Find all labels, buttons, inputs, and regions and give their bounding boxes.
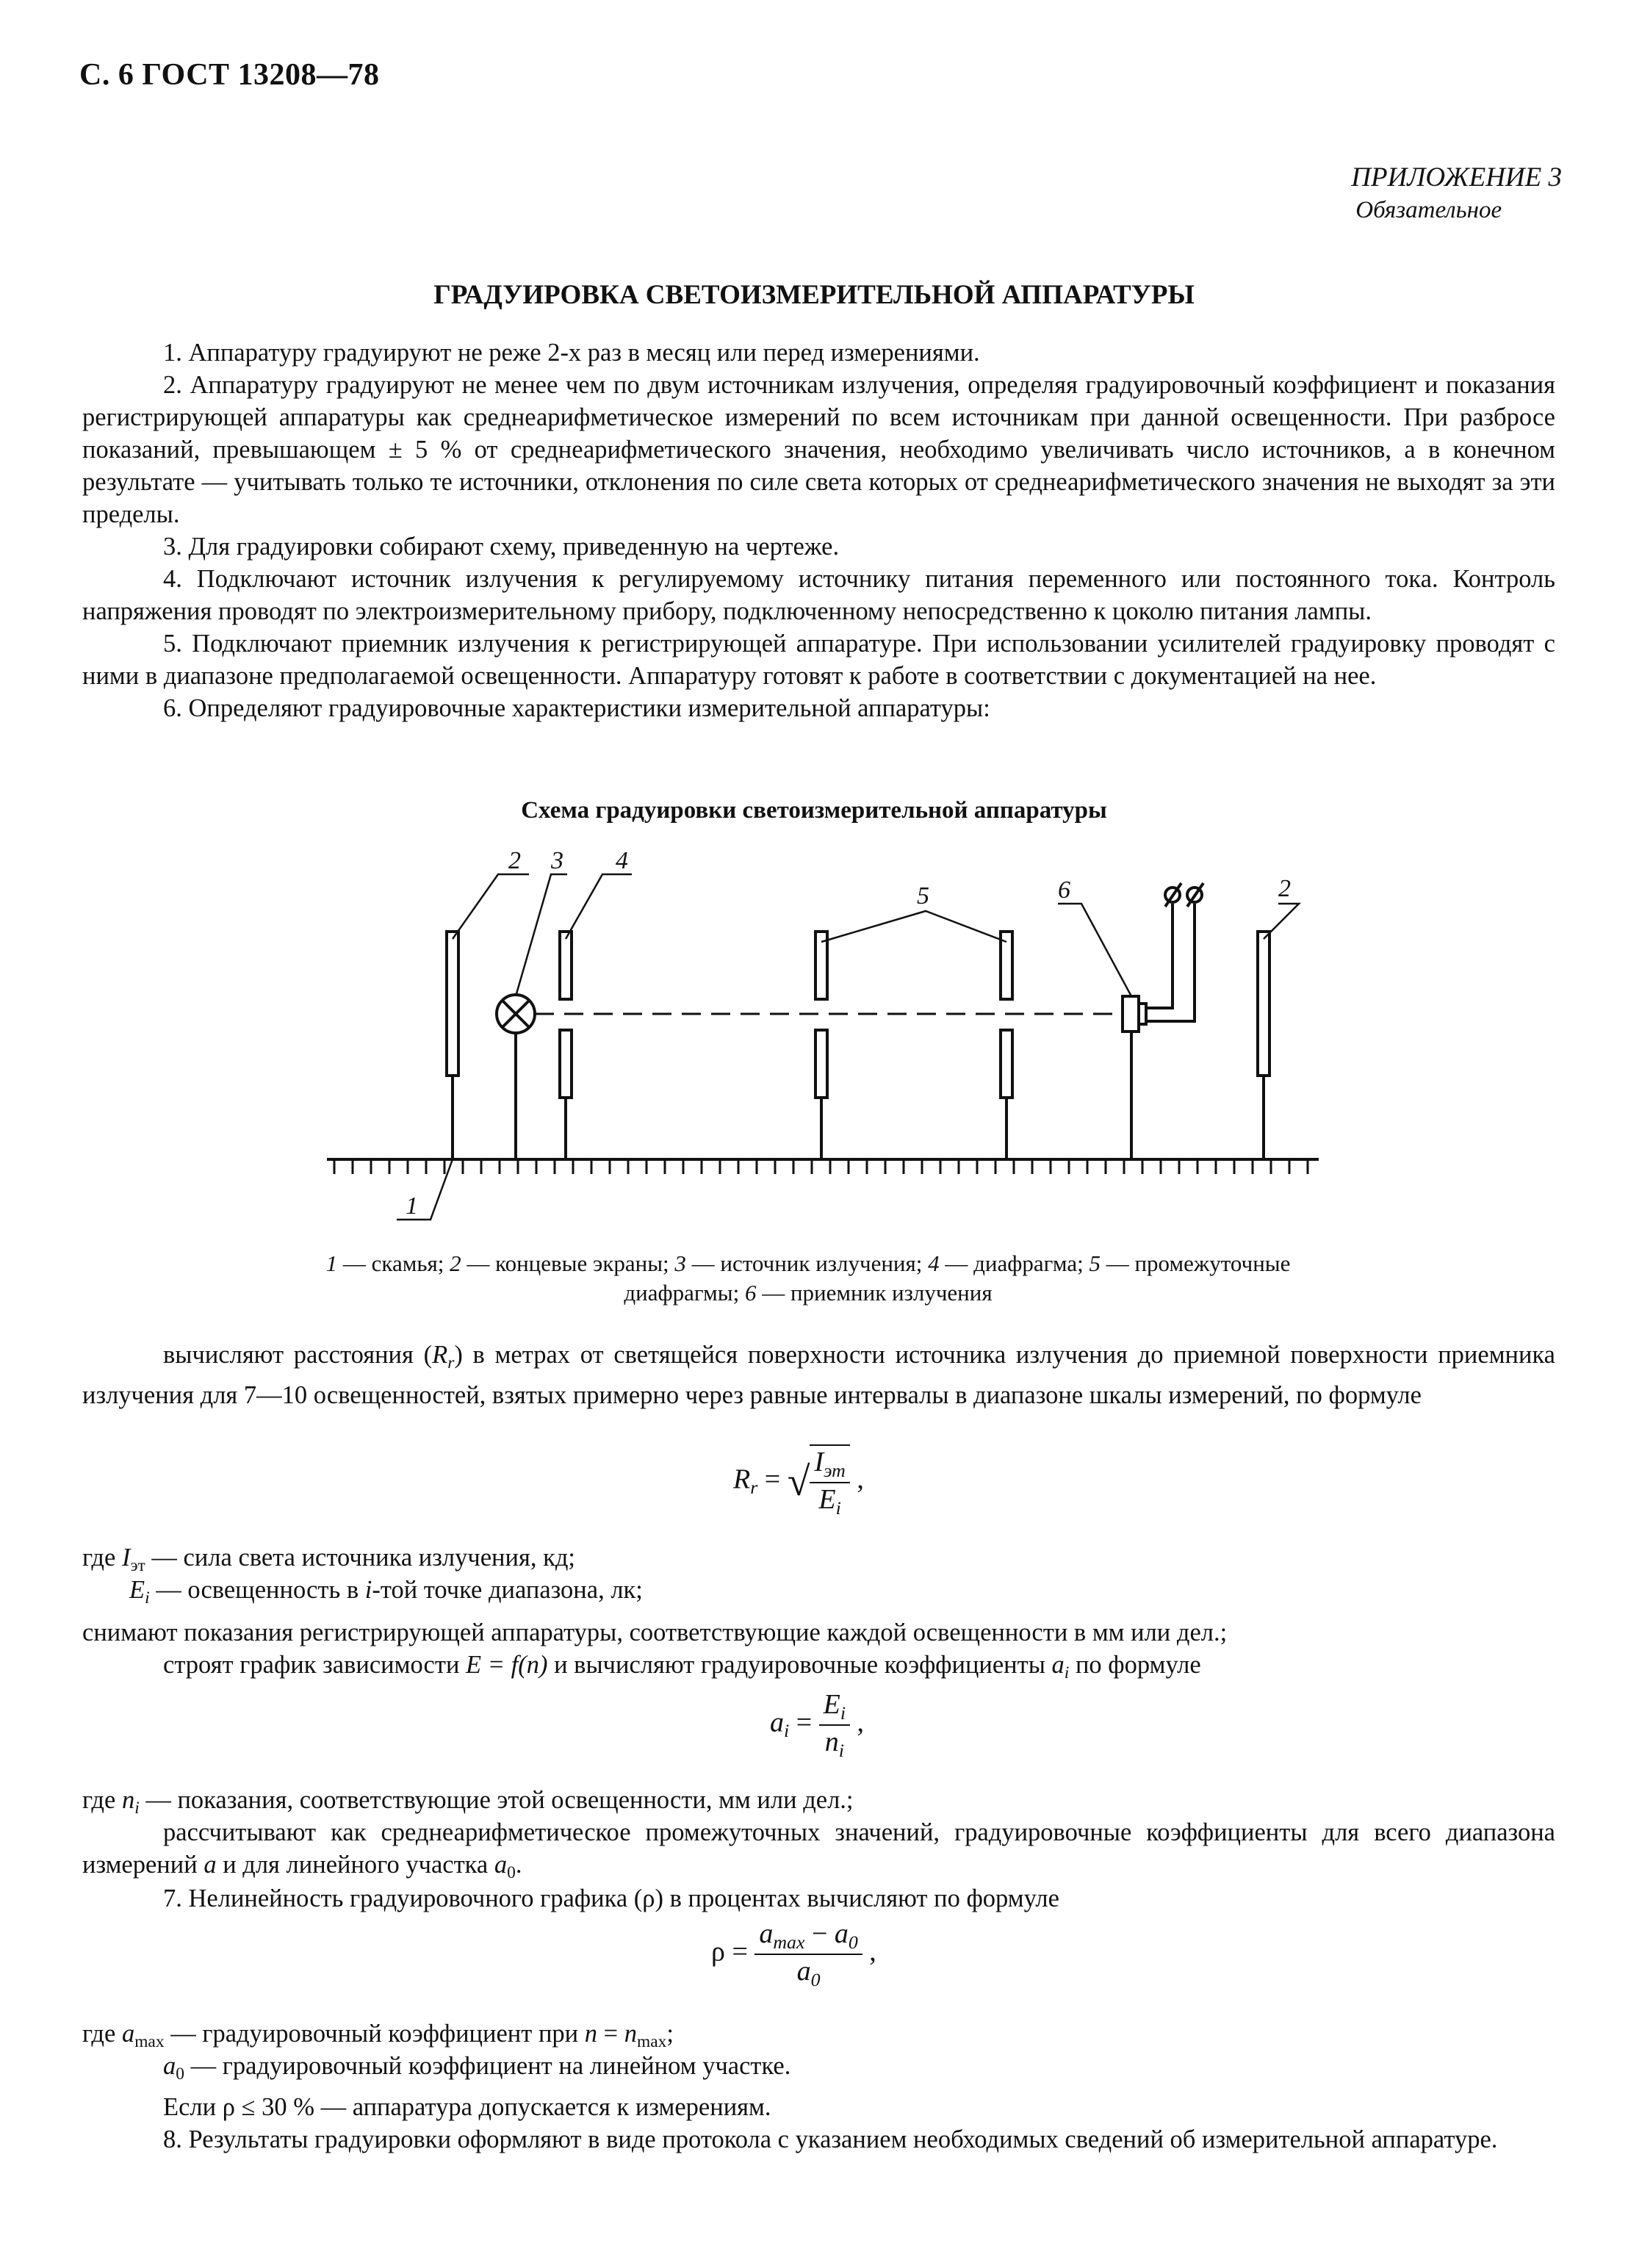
- paragraph-7: 7. Нелинейность градуировочного графика (ρ) в процентах вычисляют по формуле: [163, 1884, 1059, 1912]
- calibration-schema-diagram: [309, 830, 1337, 1242]
- formula-coefficient: $a_i$ = $\frac{E_i}{n_i}$ ,: [770, 1689, 865, 1761]
- appendix-block: [1351, 162, 1562, 226]
- radiation-receiver: [1123, 996, 1139, 1032]
- end-screen-right: [1258, 932, 1269, 1076]
- paragraph-6: 6. Определяют градуировочные характеристики измерительной аппаратуры:: [163, 694, 990, 722]
- where-intensity: где $I_{эт}$ — сила света источника излучения, кд;: [82, 1544, 575, 1576]
- paragraph-1: 1. Аппаратуру градуируют не реже 2-х раз в месяц или перед измерениями.: [163, 339, 980, 367]
- schema-legend: 1 — скамья; 2 — концевые экраны; 3 — источник излучения; 4 — диафрагма; 5 — промежуточные диафрагмы; 6 — приемник излучения: [325, 1250, 1291, 1306]
- label-6: 6: [1058, 876, 1070, 904]
- label-2-right: 2: [1278, 875, 1291, 902]
- text-block-calc: [82, 1339, 1555, 1411]
- where-readings: где $n_i$ — показания, соответствующие этой освещенности, мм или дел.;: [82, 1786, 854, 1818]
- label-1: 1: [406, 1192, 418, 1220]
- paragraph-8: 8. Результаты градуировки оформляют в виде протокола с указанием необходимых сведений об измерительной аппаратуре.: [163, 2125, 1498, 2153]
- text-block-intro: [82, 336, 1555, 724]
- end-screen-left: [447, 932, 458, 1076]
- formula-distance: $R_r$ = √ $\frac{I_{эт}}{E_i}$ ,: [733, 1444, 864, 1519]
- document-title: ГРАДУИРОВКА СВЕТОИЗМЕРИТЕЛЬНОЙ АППАРАТУРЫ: [433, 280, 1195, 310]
- diaphragm: [560, 932, 572, 999]
- appendix-title: ПРИЛОЖЕНИЕ 3: [1351, 162, 1562, 192]
- bench-ticks: [334, 1159, 1308, 1174]
- paragraph-2: 2. Аппаратуру градуируют не менее чем по двум источникам излучения, определяя градуировочный коэффициент и показания регистрирующей аппаратуры как среднеарифметическое измерений по всем источникам при данной освещенности. При разбросе показаний, превышающем ± 5 % от среднеарифметического значения, необходимо увеличивать число источников, а в конечном результате — учитывать только те источники, отклонения по силе света которых от среднеарифметического значения не выходят за эти пределы.: [82, 371, 1555, 528]
- calc-paragraph: вычисляют расстояния $(R_r)$ в метрах от светящейся поверхности источника излучения до приемной поверхности приемника излучения для 7—10 освещенностей, взятых примерно через равные интервалы в диапазоне шкалы измерений, по формуле: [82, 1341, 1555, 1410]
- where-amax: где $a_{max}$ — градуировочный коэффициент при $n = n_{max}$;: [82, 2020, 674, 2052]
- condition-line: Если ρ ≤ 30 % — аппаратура допускается к измерениям.: [163, 2093, 771, 2121]
- where-illuminance: $E_i$ — освещенность в i-той точке диапазона, лк;: [129, 1576, 643, 1608]
- schema-title: Схема градуировки светоизмерительной аппаратуры: [521, 797, 1107, 824]
- where-a0: $a_0$ — градуировочный коэффициент на линейном участке.: [163, 2052, 791, 2084]
- average-line: рассчитывают как среднеарифметическое промежуточных значений, градуировочные коэффициенты для всего диапазона измерений a и для линейного участка $a_0$.: [82, 1818, 1555, 1883]
- paragraph-4: 4. Подключают источник излучения к регулируемому источнику питания переменного или постоянного тока. Контроль напряжения проводят по электроизмерительному прибору, подключенному непосредственно к цоколю питания лампы.: [82, 565, 1555, 625]
- label-4: 4: [616, 847, 628, 874]
- readings-line: снимают показания регистрирующей аппаратуры, соответствующие каждой освещенности в мм или дел.;: [82, 1619, 1228, 1646]
- paragraph-3: 3. Для градуировки собирают схему, приведенную на чертеже.: [163, 533, 840, 561]
- page-header: С. 6 ГОСТ 13208—78: [79, 58, 380, 92]
- label-3: 3: [551, 847, 563, 874]
- formula-nonlinearity: ρ = $\frac{a_{max} - a_0}{a_0}$ ,: [711, 1918, 876, 1990]
- label-2-left: 2: [508, 847, 521, 874]
- label-5: 5: [917, 882, 929, 910]
- appendix-status: Обязательное: [1355, 197, 1502, 223]
- paragraph-5: 5. Подключают приемник излучения к регистрирующей аппаратуре. При использовании усилителей градуировку проводят с ними в диапазоне предполагаемой освещенности. Аппаратуру готовят к работе в соответствии с документацией на нее.: [82, 630, 1555, 690]
- plot-line: строят график зависимости E = f(n) и вычисляют градуировочные коэффициенты $a_i$ по формуле: [163, 1651, 1201, 1683]
